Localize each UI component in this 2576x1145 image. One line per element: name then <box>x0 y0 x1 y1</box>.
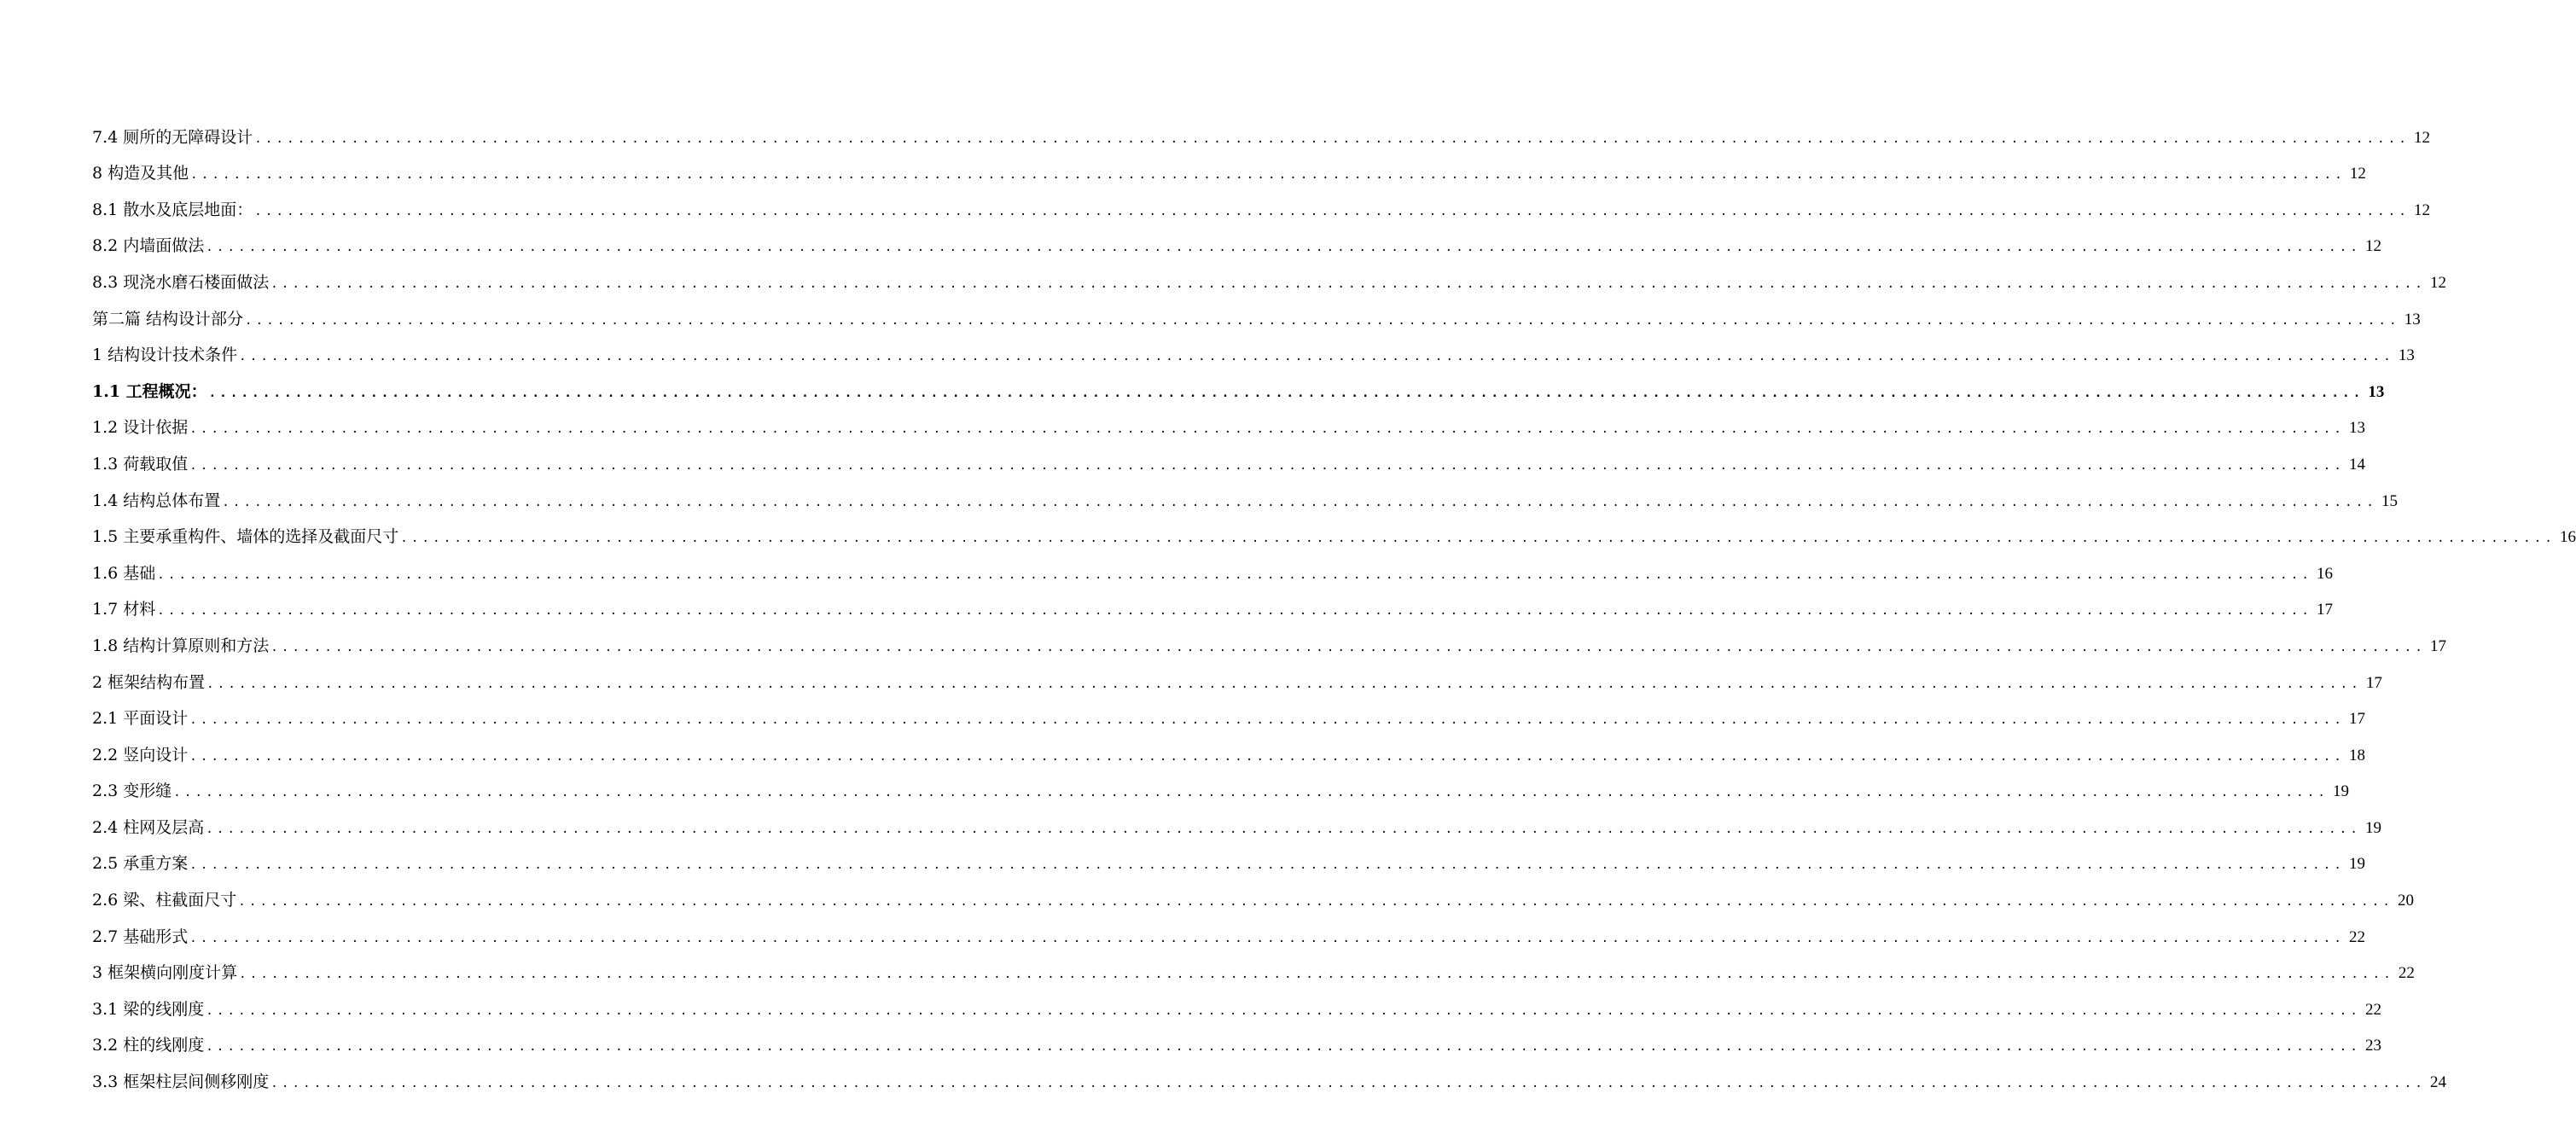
dot-leader: ........................................................................................................................................................................................................ <box>189 858 2346 873</box>
toc-entry-title: 1 结构设计技术条件 <box>92 346 238 365</box>
toc-entry[interactable] <box>92 983 2382 1020</box>
toc-entry[interactable] <box>92 801 2382 838</box>
dot-leader: ........................................................................................................................................................................................................ <box>208 386 2364 400</box>
toc-entry-page-number: 18 <box>2349 746 2366 764</box>
toc-entry[interactable] <box>92 547 2334 584</box>
toc-entry-page-number: 17 <box>2317 601 2334 619</box>
toc-entry-page-number: 17 <box>2365 673 2382 692</box>
dot-leader: ........................................................................................................................................................................................................ <box>239 350 2394 364</box>
toc-entry[interactable] <box>92 256 2447 293</box>
dot-leader: ........................................................................................................................................................................................................ <box>239 968 2394 982</box>
toc-entry-page-number: 22 <box>2398 964 2415 983</box>
toc-entry[interactable] <box>92 365 2385 402</box>
toc-entry[interactable] <box>92 584 2334 620</box>
toc-entry[interactable] <box>92 402 2366 439</box>
toc-entry-title: 1.4 结构总体布置 <box>92 491 221 510</box>
toc-entry-title: 1.1 工程概况： <box>92 381 207 401</box>
toc-entry-title: 7.4 厕所的无障碍设计 <box>92 127 253 147</box>
toc-entry-title: 3 框架横向刚度计算 <box>92 963 238 983</box>
toc-entry[interactable] <box>92 511 2576 548</box>
dot-leader: ........................................................................................................................................................................................................ <box>400 532 2556 546</box>
toc-entry-page-number: 16 <box>2317 564 2334 583</box>
toc-entry-title: 3.3 框架柱层间侧移刚度 <box>92 1072 270 1092</box>
toc-entry[interactable] <box>92 729 2366 765</box>
dot-leader: ........................................................................................................................................................................................................ <box>254 204 2410 218</box>
toc-entry-title: 第二篇 结构设计部分 <box>92 309 244 328</box>
toc-entry-title: 2.3 变形缝 <box>92 782 172 801</box>
toc-entry-page-number: 19 <box>2349 855 2366 874</box>
dot-leader: ........................................................................................................................................................................................................ <box>270 276 2427 291</box>
toc-entry[interactable] <box>92 947 2415 984</box>
dot-leader: ........................................................................................................................................................................................................ <box>189 458 2346 473</box>
toc-entry-page-number: 22 <box>2349 927 2366 946</box>
dot-leader: ........................................................................................................................................................................................................ <box>206 1040 2362 1055</box>
dot-leader: ........................................................................................................................................................................................................ <box>254 131 2410 146</box>
dot-leader: ........................................................................................................................................................................................................ <box>206 677 2362 691</box>
toc-entry[interactable] <box>92 874 2415 910</box>
toc-entry-page-number: 19 <box>2333 782 2350 801</box>
toc-entry-title: 1.3 荷载取值 <box>92 454 189 474</box>
toc-entry[interactable] <box>92 693 2366 729</box>
toc-entry-page-number: 17 <box>2430 636 2447 655</box>
dot-leader: ........................................................................................................................................................................................................ <box>189 931 2346 945</box>
dot-leader: ........................................................................................................................................................................................................ <box>245 313 2400 328</box>
dot-leader: ........................................................................................................................................................................................................ <box>173 786 2329 800</box>
toc-entry-page-number: 13 <box>2349 419 2366 438</box>
toc-entry[interactable] <box>92 111 2431 148</box>
toc-entry[interactable] <box>92 148 2366 184</box>
dot-leader: ........................................................................................................................................................................................................ <box>190 168 2346 183</box>
toc-entry-title: 1.7 材料 <box>92 600 156 619</box>
toc-entry[interactable] <box>92 220 2382 257</box>
toc-entry-page-number: 22 <box>2365 1000 2382 1019</box>
toc-entry-title: 2.6 梁、柱截面尺寸 <box>92 891 237 910</box>
toc-entry-title: 2.5 承重方案 <box>92 854 189 874</box>
toc-entry-title: 3.1 梁的线刚度 <box>92 999 205 1019</box>
toc-entry-page-number: 24 <box>2430 1073 2447 1092</box>
toc-entry-page-number: 13 <box>2398 346 2415 365</box>
toc-entry[interactable] <box>92 910 2366 947</box>
toc-entry[interactable] <box>92 656 2382 693</box>
toc-entry-title: 2 框架结构布置 <box>92 672 206 692</box>
toc-entry-page-number: 23 <box>2365 1037 2382 1055</box>
toc-entry-page-number: 15 <box>2381 491 2399 510</box>
toc-entry-page-number: 19 <box>2365 818 2382 837</box>
toc-entry-page-number: 16 <box>2560 528 2576 547</box>
toc-entry-page-number: 12 <box>2414 128 2431 147</box>
toc-entry-page-number: 12 <box>2349 165 2366 183</box>
toc-entry-page-number: 13 <box>2368 382 2385 401</box>
toc-entry[interactable] <box>92 1055 2447 1092</box>
dot-leader: ........................................................................................................................................................................................................ <box>189 749 2346 764</box>
toc-entry[interactable] <box>92 1020 2382 1056</box>
toc-entry-title: 1.6 基础 <box>92 563 156 583</box>
toc-entry-page-number: 13 <box>2404 310 2421 328</box>
dot-leader: ........................................................................................................................................................................................................ <box>157 604 2313 619</box>
toc-entry-page-number: 14 <box>2349 455 2366 474</box>
toc-entry-page-number: 12 <box>2414 201 2431 219</box>
toc-entry-title: 1.5 主要承重构件、墙体的选择及截面尺寸 <box>92 527 399 547</box>
toc-entry[interactable] <box>92 438 2366 474</box>
dot-leader: ........................................................................................................................................................................................................ <box>206 822 2362 836</box>
toc-entry-page-number: 17 <box>2349 710 2366 729</box>
toc-entry-title: 1.2 设计依据 <box>92 418 189 438</box>
dot-leader: ........................................................................................................................................................................................................ <box>222 495 2378 509</box>
dot-leader: ........................................................................................................................................................................................................ <box>189 422 2346 437</box>
toc-entry-title: 1.8 结构计算原则和方法 <box>92 636 270 655</box>
toc-entry[interactable] <box>92 329 2415 366</box>
toc-entry-title: 8.2 内墙面做法 <box>92 236 205 256</box>
toc-entry-title: 2.2 竖向设计 <box>92 745 189 764</box>
dot-leader: ........................................................................................................................................................................................................ <box>189 713 2346 728</box>
toc-entry[interactable] <box>92 838 2366 875</box>
toc-entry-title: 8 构造及其他 <box>92 164 189 183</box>
toc-entry-page-number: 20 <box>2398 892 2415 910</box>
toc-entry-title: 8.1 散水及底层地面： <box>92 200 253 219</box>
toc-entry-page-number: 12 <box>2365 237 2382 256</box>
toc-entry-page-number: 12 <box>2430 273 2447 292</box>
toc-entry-title: 8.3 现浇水磨石楼面做法 <box>92 272 270 292</box>
table-of-contents <box>92 111 2576 1092</box>
toc-entry-title: 3.2 柱的线刚度 <box>92 1036 205 1055</box>
toc-entry[interactable] <box>92 765 2350 802</box>
toc-entry[interactable] <box>92 293 2421 329</box>
toc-entry-title: 2.1 平面设计 <box>92 709 189 729</box>
toc-entry[interactable] <box>92 183 2431 220</box>
dot-leader: ........................................................................................................................................................................................................ <box>157 567 2313 582</box>
toc-entry[interactable] <box>92 474 2399 511</box>
dot-leader: ........................................................................................................................................................................................................ <box>206 241 2362 255</box>
toc-entry-title: 2.7 基础形式 <box>92 927 189 946</box>
dot-leader: ........................................................................................................................................................................................................ <box>238 895 2394 910</box>
dot-leader: ........................................................................................................................................................................................................ <box>206 1003 2362 1018</box>
toc-entry-title: 2.4 柱网及层高 <box>92 817 205 837</box>
toc-entry[interactable] <box>92 619 2447 656</box>
dot-leader: ........................................................................................................................................................................................................ <box>270 1077 2427 1091</box>
dot-leader: ........................................................................................................................................................................................................ <box>270 640 2427 654</box>
